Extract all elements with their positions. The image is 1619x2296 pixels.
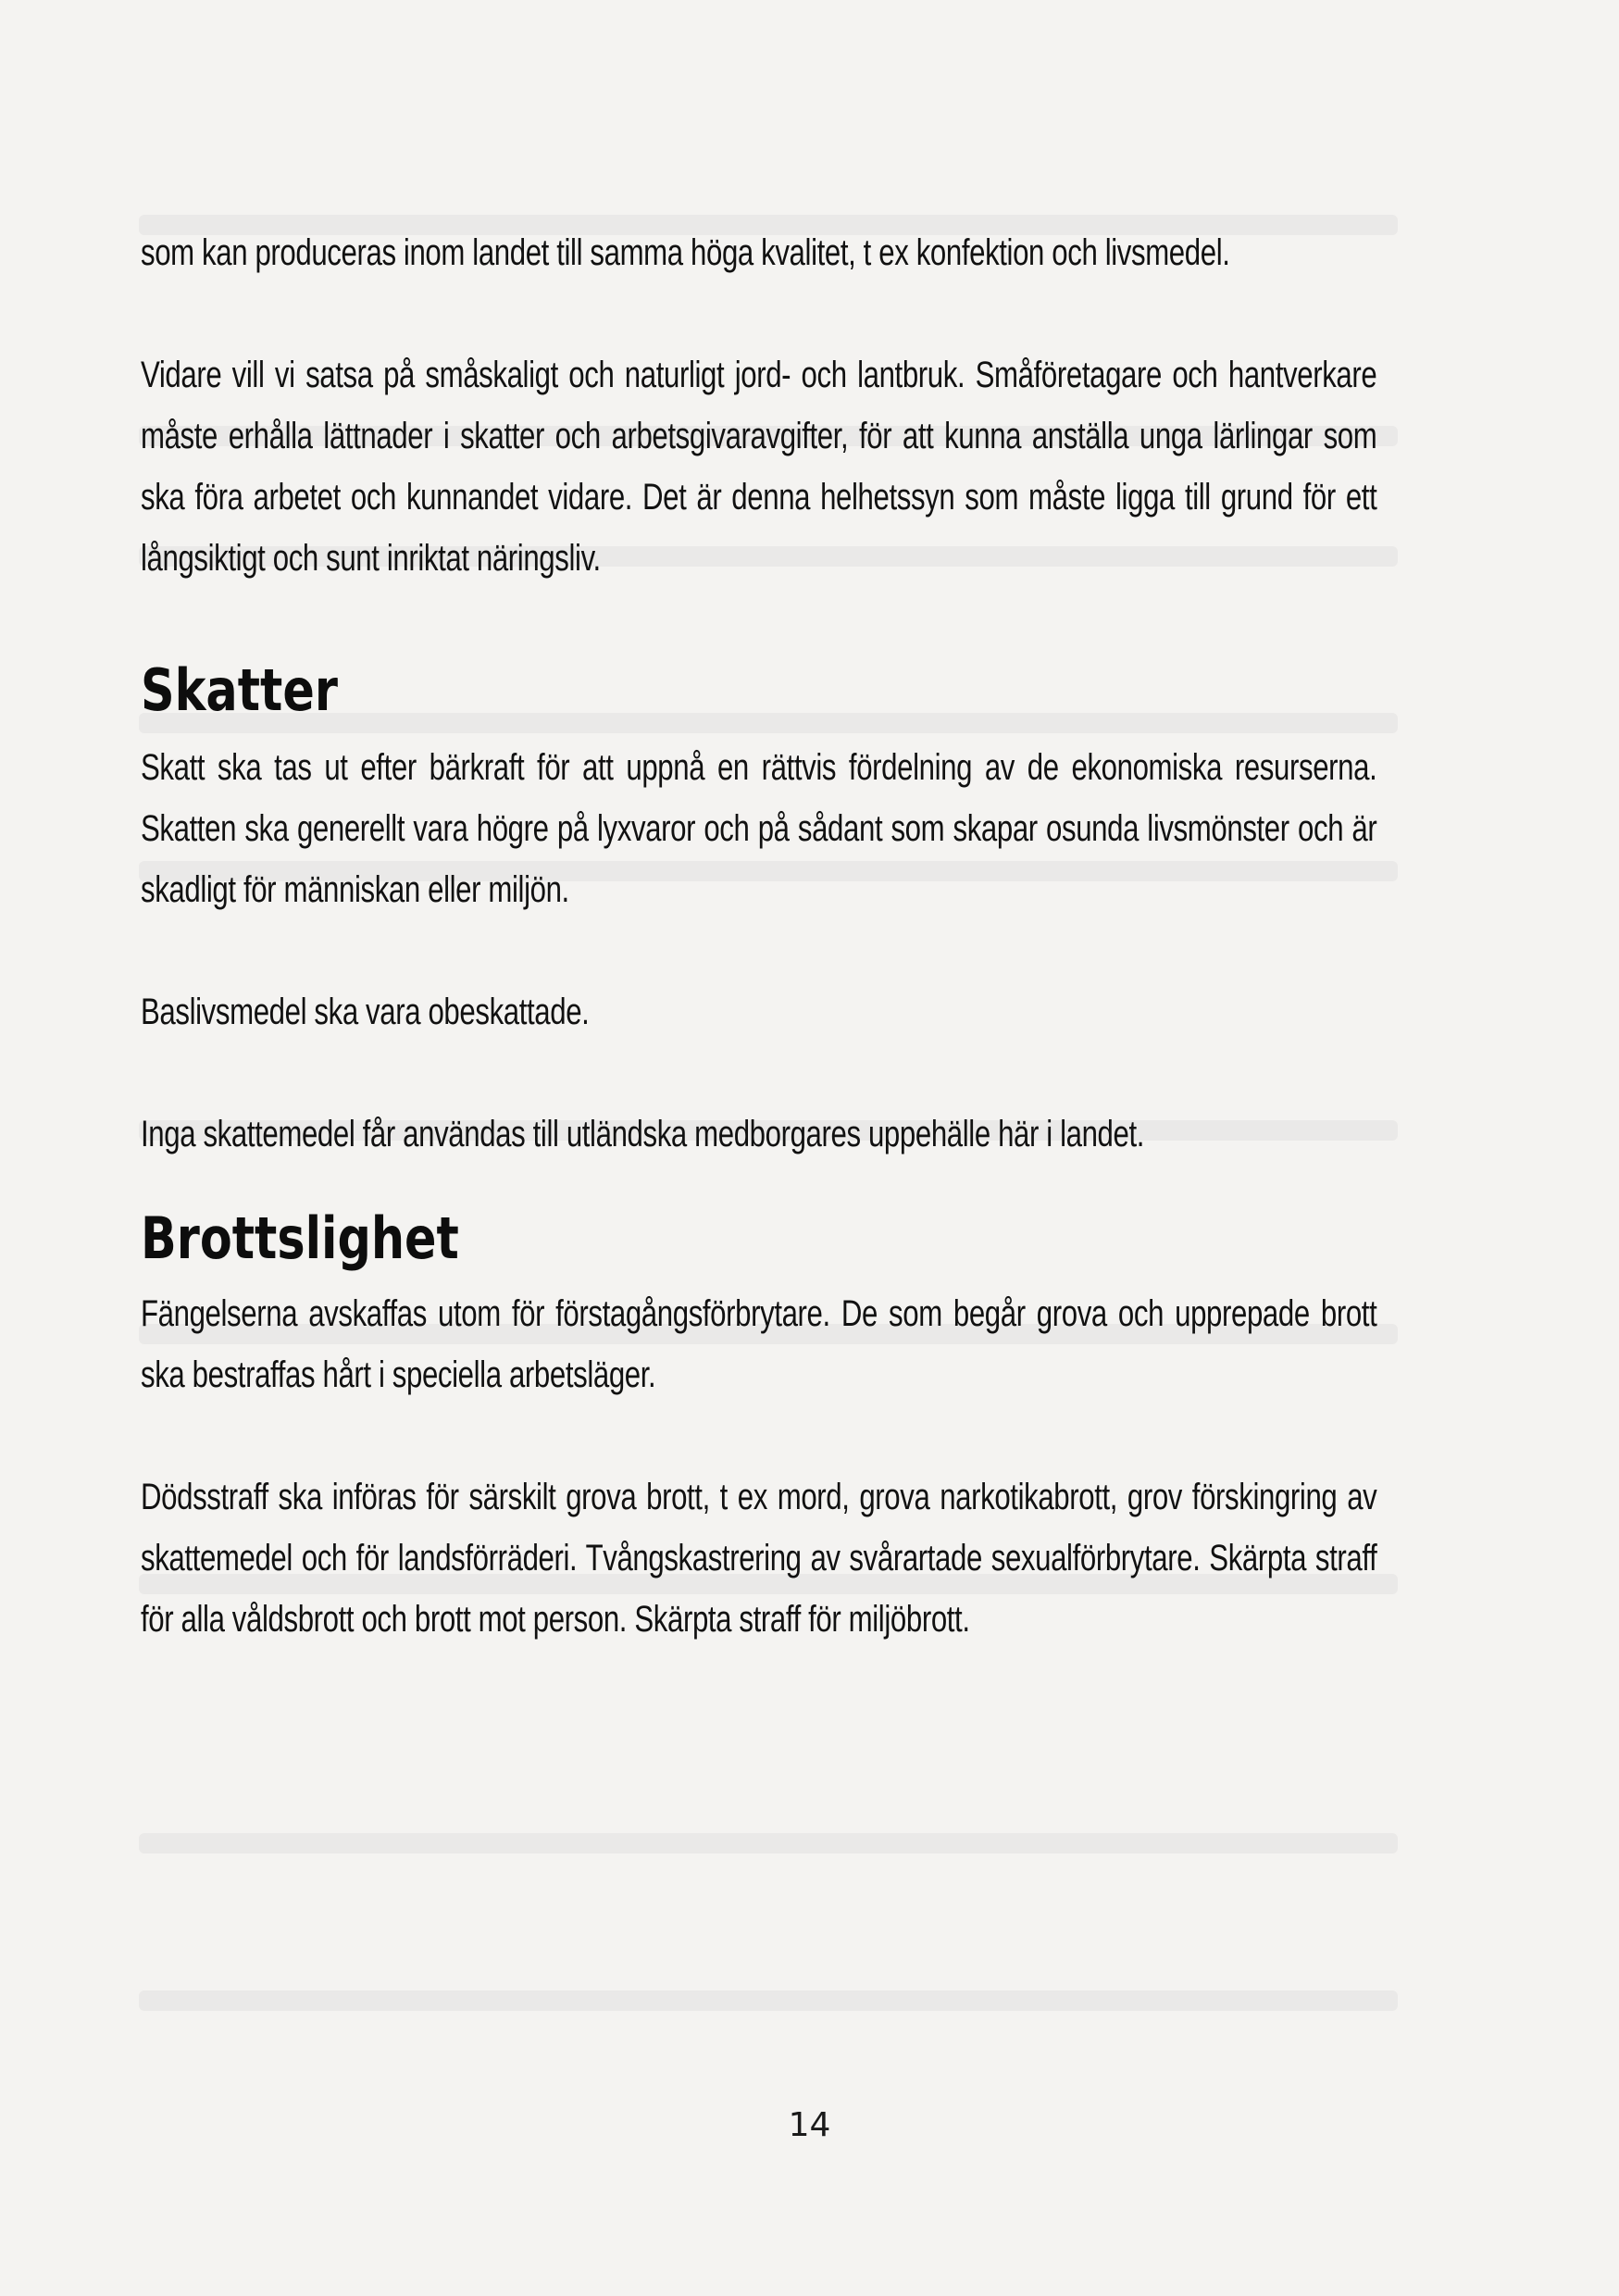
- paragraph-death-penalty: Dödsstraff ska införas för särskilt grova brott, t ex mord, grova narkotikabrott, grov förskingring av skattemedel och för landsförräderi. Tvångskastrering av svårartade sexualförbrytare. Skärpta straff för alla våldsbrott och brott mot person. Skärpta straff för miljöbrott.: [141, 1477, 1377, 1640]
- paragraph-agriculture: Vidare vill vi satsa på småskaligt och naturligt jord- och lantbruk. Småföretagare och hantverkare måste erhålla lättnader i skatter och arbetsgivaravgifter, för att kunna anställa unga lärlingar som ska föra arbetet och kunnandet vidare. Det är denna helhetssyn som måste ligga till grund för ett långsiktigt och sunt inriktat näringsliv.: [141, 355, 1377, 579]
- body-text-column: [141, 222, 1376, 1650]
- paragraph-production: som kan produceras inom landet till samma höga kvalitet, t ex konfektion och livsmedel.: [141, 232, 1230, 273]
- heading-skatter: Skatter: [141, 656, 338, 724]
- page-number: 14: [788, 2106, 831, 2144]
- paragraph-tax-funds: Inga skattemedel får användas till utländska medborgares uppehälle här i landet.: [141, 1114, 1145, 1154]
- paragraph-tax-principle: Skatt ska tas ut efter bärkraft för att uppnå en rättvis fördelning av de ekonomiska resurserna. Skatten ska generellt vara högre på lyxvaror och på sådant som skapar osunda livsmönster och är skadligt för människan eller miljön.: [141, 747, 1377, 910]
- heading-brottslighet: Brottslighet: [141, 1204, 459, 1272]
- paragraph-prisons: Fängelserna avskaffas utom för förstagångsförbrytare. De som begår grova och upprepade brott ska bestraffas hårt i speciella arbetsläger.: [141, 1293, 1377, 1395]
- paragraph-basic-food: Baslivsmedel ska vara obeskattade.: [141, 992, 590, 1032]
